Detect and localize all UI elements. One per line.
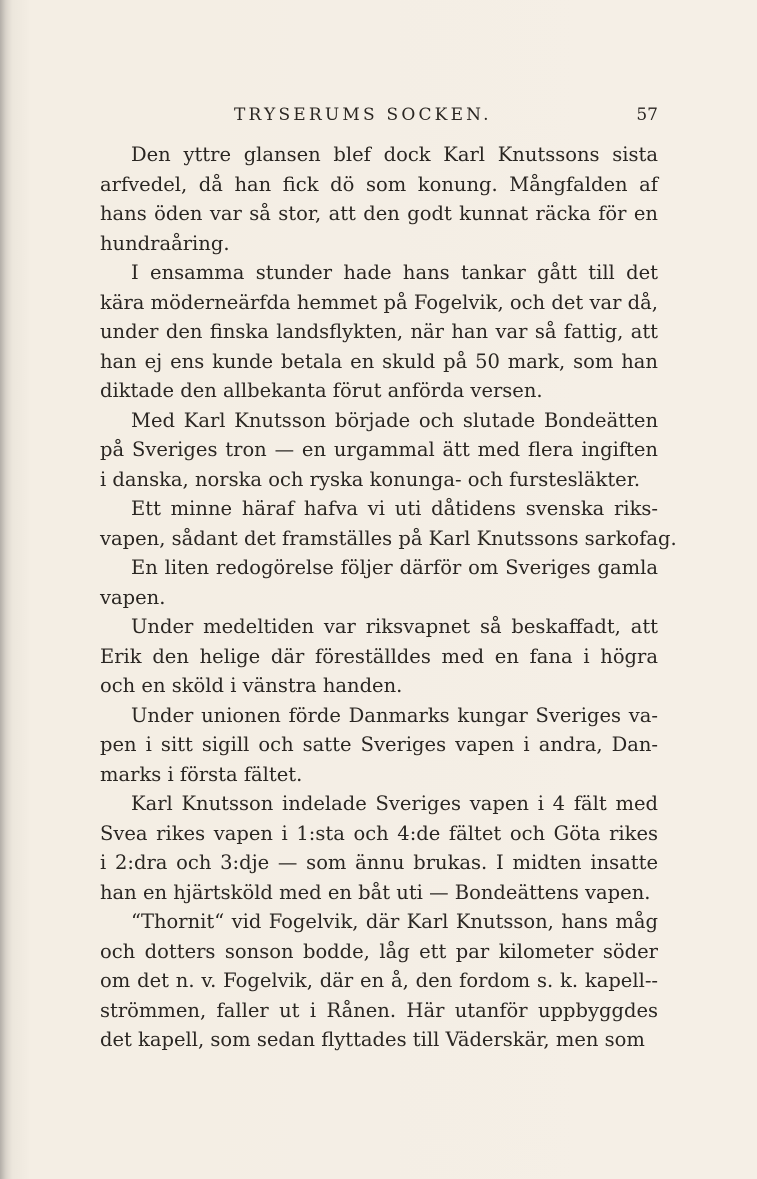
paragraph <box>100 258 658 406</box>
paragraph <box>100 701 658 790</box>
text-line: han en hjärtsköld med en båt uti — Bondeättens vapen. <box>100 880 651 904</box>
text-line: han ej ens kunde betala en skuld på 50 mark, som han <box>100 349 658 373</box>
text-line: strömmen, faller ut i Rånen. Här utanför uppbyggdes <box>100 998 658 1022</box>
paragraph <box>100 553 658 612</box>
text-line: vapen. <box>100 585 166 609</box>
text-line: “Thornit“ vid Fogelvik, där Karl Knutsson, hans måg <box>131 910 658 933</box>
page-number: 57 <box>636 105 658 125</box>
text-line: Under medeltiden var riksvapnet så beskaffadt, att <box>131 615 658 638</box>
text-line: I ensamma stunder hade hans tankar gått till det <box>131 261 658 284</box>
page-header <box>100 100 658 130</box>
text-line: En liten redogörelse följer därför om Sveriges gamla <box>131 556 658 579</box>
text-line: Med Karl Knutsson började och slutade Bondeätten <box>131 408 658 432</box>
text-line: diktade den allbekanta förut anförda versen. <box>100 379 543 402</box>
text-line: och dotters sonson bodde, låg ett par kilometer söder <box>100 939 658 963</box>
text-line: Under unionen förde Danmarks kungar Sveriges va- <box>131 703 658 727</box>
body-text <box>100 140 677 1055</box>
text-line: Den yttre glansen blef dock Karl Knutssons sista <box>131 143 658 166</box>
paragraph <box>100 406 658 495</box>
paragraph <box>100 789 658 907</box>
paragraph <box>100 612 658 701</box>
text-line: hans öden var så stor, att den godt kunnat räcka för en <box>100 202 658 225</box>
text-line: under den finska landsflykten, när han var så fattig, att <box>100 320 658 343</box>
text-line: Ett minne häraf hafva vi uti dåtidens svenska riks- <box>131 497 658 520</box>
text-line: i danska, norska och ryska konunga- och furstesläkter. <box>100 467 641 491</box>
text-line: i 2:dra och 3:dje — som ännu brukas. I midten insatte <box>100 851 658 874</box>
text-line: om det n. v. Fogelvik, där en å, den fordom s. k. kapell-- <box>100 969 658 992</box>
paragraph <box>100 140 658 258</box>
text-line: Erik den helige där föreställdes med en fana i högra <box>100 644 658 668</box>
text-line: kära möderneärfda hemmet på Fogelvik, och det var då, <box>100 290 658 314</box>
text-line: pen i sitt sigill och satte Sveriges vapen i andra, Dan- <box>100 733 658 756</box>
text-line: Karl Knutsson indelade Sveriges vapen i 4 fält med <box>131 792 658 815</box>
text-line: det kapell, som sedan flyttades till Väderskär, men som <box>100 1028 645 1051</box>
paragraph <box>100 907 658 1055</box>
text-line: vapen, sådant det framställes på Karl Knutssons sarkofag. <box>100 526 677 550</box>
text-line: arfvedel, då han fick dö som konung. Mångfalden af <box>100 172 658 196</box>
text-line: Svea rikes vapen i 1:sta och 4:de fältet och Göta rikes <box>100 821 658 845</box>
text-line: och en sköld i vänstra handen. <box>100 674 403 697</box>
text-line: hundraåring. <box>100 231 230 255</box>
text-line: på Sveriges tron — en urgammal ätt med flera ingiften <box>100 438 658 461</box>
paragraph <box>100 494 677 553</box>
text-line: marks i första fältet. <box>100 762 303 786</box>
running-title: TRYSERUMS SOCKEN. <box>234 105 492 125</box>
